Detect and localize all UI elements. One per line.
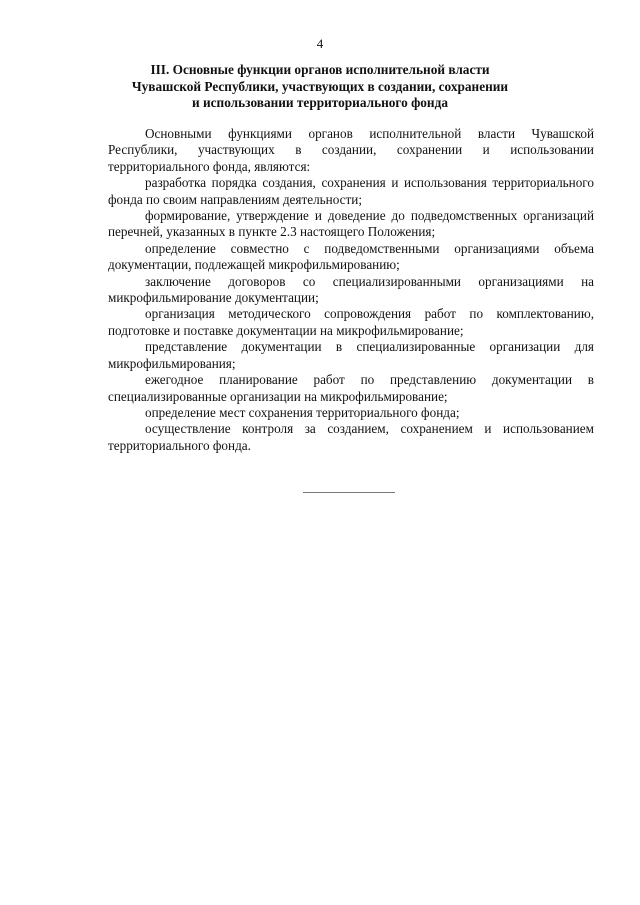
function-item: организация методического сопровождения работ по комплектованию, подготовке и поставке документации на микрофильмирование; (108, 306, 594, 338)
function-item: определение совместно с подведомственными организациями объема документации, подлежащей микрофильмированию; (108, 240, 594, 273)
function-item: ежегодное планирование работ по представлению документации в специализированные организации на микрофильмирование; (108, 372, 594, 404)
function-item: определение мест сохранения территориального фонда; (145, 404, 460, 420)
end-separator-line (303, 492, 395, 493)
function-item: осуществление контроля за созданием, сохранением и использованием территориального фонда. (108, 421, 594, 453)
function-item: заключение договоров со специализированными организациями на микрофильмирование документации; (108, 273, 594, 306)
function-item: формирование, утверждение и доведение до подведомственных организаций перечней, указанных в пункте 2.3 настоящего Положения; (108, 208, 594, 240)
function-item: разработка порядка создания, сохранения и использования территориального фонда по своим направлениям деятельности; (108, 175, 594, 207)
section-title-line: Чувашской Республики, участвующих в создании, сохранении (131, 78, 509, 94)
section-title-line: и использовании территориального фонда (192, 95, 448, 110)
section-title (120, 62, 520, 112)
section-body (108, 126, 594, 454)
intro-paragraph: Основными функциями органов исполнительной власти Чувашской Республики, участвующих в создании, сохранении и использовании территориального фонда, являются: (108, 126, 594, 174)
page-number: 4 (316, 36, 324, 51)
section-title-line: III. Основные функции органов исполнительной власти (150, 62, 490, 77)
function-item: представление документации в специализированные организации для микрофильмирования; (108, 339, 594, 371)
